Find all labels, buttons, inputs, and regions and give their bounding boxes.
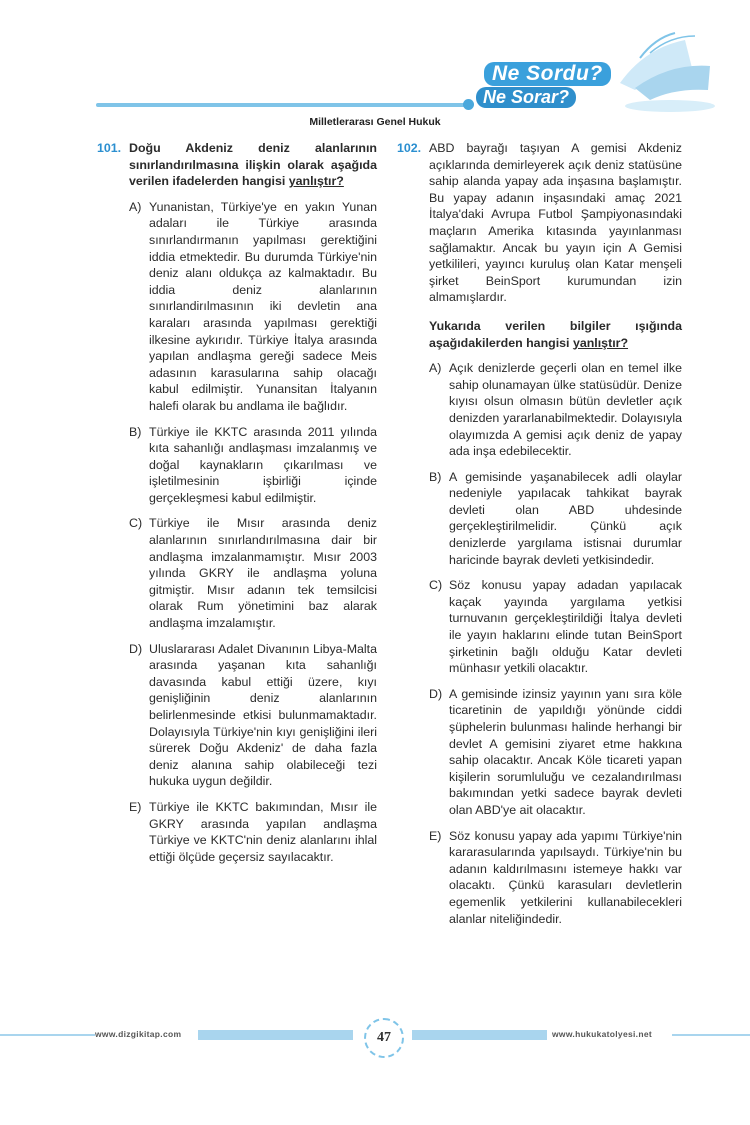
option-d[interactable] xyxy=(397,686,682,819)
option-c[interactable] xyxy=(397,577,682,677)
option-text: Uluslararası Adalet Divanının Libya-Malta arasında yaşanan kıta sahanlığı davasında kabul ettiği üzere, kıyı genişliğinin deniz alanlarının belirlenmesinde etkisi bulunmamaktadır. Dolayısıyla Türkiye'nin kıyı genişliğini ileri sürerek Doğu Akdeniz' de daha fazla deniz alanına sahip olabileceği tezi hukuka uygun değildir. xyxy=(149,641,377,789)
question-text: Yukarıda verilen bilgiler ışığında aşağıdakilerden hangisi xyxy=(429,318,682,350)
question-102-stem xyxy=(397,318,682,351)
option-text: A gemisinde izinsiz yayının yanı sıra köle ticaretinin de yapıldığı yönünde ciddi şüphelerin bulunması halinde herhangi bir devlet A gemisini ziyaret etme hakkına sahip olacaktır. Ancak Köle ticareti yapan kişilerin sorumluluğu ve cezalandırılması bakımından yetki sadece bayrak devleti olan ABD'ye ait olacaktır. xyxy=(449,686,682,817)
footer-rule-right xyxy=(672,1034,750,1036)
option-letter: E) xyxy=(129,799,142,814)
footer-bar-left xyxy=(198,1030,353,1040)
logo-title: Ne Sordu? xyxy=(484,62,611,86)
option-letter: A) xyxy=(429,361,442,376)
question-102 xyxy=(397,140,682,927)
option-letter: D) xyxy=(429,686,443,701)
logo-subtitle: Ne Sorar? xyxy=(476,87,576,108)
option-e[interactable] xyxy=(97,799,377,865)
question-text: Doğu Akdeniz deniz alanlarının sınırlandırılmasına ilişkin olarak aşağıda verilen ifadelerden hangisi xyxy=(129,141,377,189)
option-letter: C) xyxy=(129,516,143,531)
option-b[interactable] xyxy=(397,469,682,569)
question-number: 101. xyxy=(97,141,122,155)
option-e[interactable] xyxy=(397,828,682,928)
question-101-stem xyxy=(97,140,377,190)
question-101 xyxy=(97,140,377,865)
option-a[interactable] xyxy=(397,360,682,460)
option-text: Türkiye ile Mısır arasında deniz alanlarının sınırlandırılmasına dair bir andlaşma imzalanmamıştır. Mısır 2003 yılında GKRY ile andlaşma yoluna gitmiştir. Mısır adanın tek temsilcisi olarak Rum yönetimini baz alarak andlaşma imzalamıştır. xyxy=(149,516,377,631)
option-text: Türkiye ile KKTC arasında 2011 yılında kıta sahanlığı andlaşması imzalanmış ve doğal kaynakların çıkarılması ve işletilmesinin işbirliği içinde gerçekleşmesi kabul edilmiştir. xyxy=(149,424,377,505)
footer-rule-left xyxy=(0,1034,95,1036)
option-text: Türkiye ile KKTC bakımından, Mısır ile GKRY arasında yapılan andlaşma Türkiye ve KKTC'nin deniz alanlarını ihlal ettiği ölçüde geçersiz sayılacaktır. xyxy=(149,799,377,864)
question-emphasis: yanlıştır? xyxy=(288,174,344,189)
option-text: A gemisinde yaşanabilecek adli olaylar nedeniyle yapılacak tahkikat bayrak devleti olan ABD uhdesinde gerçekleştirilmelidir. Çünkü açık denizlerde yargılama istisnai durumlar haricinde bayrak devleti yetkisindedir. xyxy=(449,469,682,567)
option-a[interactable] xyxy=(97,199,377,415)
footer-bar-right xyxy=(412,1030,547,1040)
option-letter: D) xyxy=(129,641,143,656)
option-letter: A) xyxy=(129,199,142,214)
question-102-passage xyxy=(397,140,682,306)
option-c[interactable] xyxy=(97,515,377,631)
header-rule xyxy=(96,103,468,107)
page-number: 47 xyxy=(364,1018,404,1058)
option-letter: B) xyxy=(429,469,442,484)
option-d[interactable] xyxy=(97,641,377,790)
option-text: Söz konusu yapay ada yapımı Türkiye'nin kararasularında yapılsaydı. Türkiye'nin bu adanın kaldırılmasını istemeye hakkı var olacaktı. Çünkü karasuları devletlerin egemenlik yetkilerini kullanabilecekleri alanlar niteliğindedir. xyxy=(449,828,682,926)
question-passage: ABD bayrağı taşıyan A gemisi Akdeniz açıklarında demirleyerek açık deniz statüsüne sahip alanda yapay ada inşasına başlamıştır. Bu yapay adanın inşasındaki amaç 2021 İtalya'daki Avrupa Futbol Şampiyonasındaki maçların Amerika kıtasında yayınlanması sağlamaktır. Ancak bu yayın için A Gemisi yetkilileri, yayıncı kuruluş olan Katar menşeli şirket BeinSport kurumundan izin almamışlardır. xyxy=(429,141,682,305)
question-emphasis: yanlıştır? xyxy=(572,335,629,350)
option-letter: E) xyxy=(429,828,442,843)
option-text: Söz konusu yapay adadan yapılacak kaçak yayında yargılama yetkisi turnuvanın gerçekleştirildiği İtalya devleti ile yayın haklarını elinde tutan BeinSport şirketinin bağlı olduğu Katar devleti münhasır yetkili olacaktır. xyxy=(449,578,682,676)
option-text: Açık denizlerde geçerli olan en temel ilke sahip olunamayan ülke statüsüdür. Denize kıyısı olsun olmasın bütün devletler açık denizden yararlanabilmektedir. Dolayısıyla olayımızda A gemisi açık deniz de yapay ada inşa edebilecektir. xyxy=(449,361,682,459)
footer-left-url[interactable]: www.dizgikitap.com xyxy=(95,1029,182,1039)
option-letter: C) xyxy=(429,578,443,593)
option-text: Yunanistan, Türkiye'ye en yakın Yunan adaları ile Türkiye arasında sınırlandırmanın yapılması gerektiğini iddia etmektedir. Bu durumda Türkiye'nin deniz alanı oldukça az kalmaktadır. Bu iddia deniz alanlarının sınırlandirılmasının iki devletin ana karaları arasında yapılması gerektiği ilkesine aykırıdır. Türkiye İtalya arasında yapılan andlaşma gereği sadece Meis adasının karasularına sahip olacağı kabul edilmiştir. Yunansitan İtalyanın halefi olarak bu andlama ile bağlıdır. xyxy=(149,199,377,413)
footer-right-url[interactable]: www.hukukatolyesi.net xyxy=(552,1029,652,1039)
option-b[interactable] xyxy=(97,424,377,507)
section-title: Milletlerarası Genel Hukuk xyxy=(309,116,441,128)
option-letter: B) xyxy=(129,424,142,439)
question-number: 102. xyxy=(397,141,422,155)
